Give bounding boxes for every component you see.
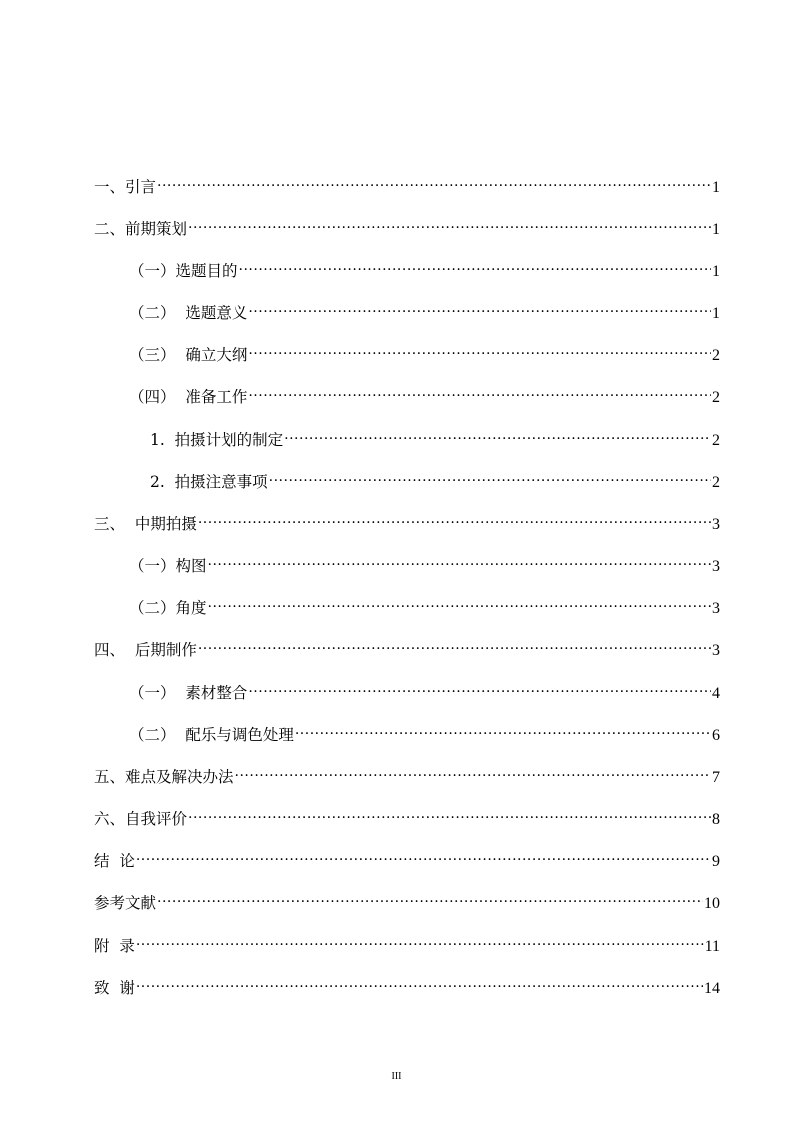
toc-entry[interactable] xyxy=(129,678,720,704)
toc-leader-dots xyxy=(269,467,711,487)
toc-entry-page: 2 xyxy=(712,389,720,406)
toc-entry-title: （一）构图 xyxy=(129,557,207,575)
toc-entry[interactable] xyxy=(129,382,720,408)
toc-leader-dots xyxy=(248,340,711,360)
toc-leader-dots xyxy=(136,973,703,993)
toc-entry-page: 10 xyxy=(704,895,720,912)
toc-entry-title: 2. 拍摄注意事项 xyxy=(150,473,268,491)
toc-entry-page: 1 xyxy=(712,221,720,238)
toc-entry-title: 附 录 xyxy=(94,937,135,955)
toc-leader-dots xyxy=(188,214,711,234)
toc-entry-title: （二） 选题意义 xyxy=(129,304,248,322)
toc-leader-dots xyxy=(248,678,711,698)
page-number-footer: III xyxy=(391,1071,402,1082)
toc-entry[interactable] xyxy=(150,467,720,493)
toc-leader-dots xyxy=(136,846,711,866)
toc-entry-page: 4 xyxy=(712,685,720,702)
toc-entry-page: 2 xyxy=(712,347,720,364)
toc-entry[interactable] xyxy=(150,425,720,451)
toc-entry[interactable] xyxy=(129,298,720,324)
toc-entry-title: （一）选题目的 xyxy=(129,262,238,280)
toc-leader-dots xyxy=(136,931,704,951)
toc-leader-dots xyxy=(157,172,711,192)
toc-entry-title: 参考文献 xyxy=(94,894,157,912)
toc-entry-title: （二） 配乐与调色处理 xyxy=(129,726,294,744)
toc-entry-page: 3 xyxy=(712,516,720,533)
toc-entry-title: 1. 拍摄计划的制定 xyxy=(150,431,284,449)
toc-leader-dots xyxy=(198,635,711,655)
toc-entry-title: 二、前期策划 xyxy=(94,220,188,238)
toc-entry-page: 1 xyxy=(712,305,720,322)
toc-entry-title: 三、 中期拍摄 xyxy=(94,515,197,533)
toc-entry-title: 致 谢 xyxy=(94,979,135,997)
toc-leader-dots xyxy=(295,720,711,740)
toc-entry-page: 3 xyxy=(712,600,720,617)
toc-entry-page: 3 xyxy=(712,558,720,575)
toc-entry-page: 2 xyxy=(712,474,720,491)
toc-entry-page: 11 xyxy=(704,938,720,955)
toc-leader-dots xyxy=(239,256,711,276)
toc-entry-page: 14 xyxy=(704,980,720,997)
toc-leader-dots xyxy=(248,382,711,402)
toc-entry-title: （二）角度 xyxy=(129,599,207,617)
toc-leader-dots xyxy=(208,593,711,613)
toc-entry-page: 9 xyxy=(712,853,720,870)
toc-entry[interactable] xyxy=(94,931,720,957)
toc-entry[interactable] xyxy=(129,551,720,577)
toc-entry[interactable] xyxy=(94,804,720,830)
toc-entry-title: （三） 确立大纲 xyxy=(129,346,248,364)
toc-leader-dots xyxy=(198,509,711,529)
toc-entry[interactable] xyxy=(94,214,720,240)
toc-entry[interactable] xyxy=(94,635,720,661)
toc-entry[interactable] xyxy=(94,973,720,999)
toc-entry-title: 结 论 xyxy=(94,852,135,870)
toc-entry[interactable] xyxy=(129,256,720,282)
toc-entry-page: 6 xyxy=(712,727,720,744)
toc-entry[interactable] xyxy=(94,762,720,788)
toc-entry-title: 一、引言 xyxy=(94,178,157,196)
toc-entry[interactable] xyxy=(94,172,720,198)
toc-entry-title: （一） 素材整合 xyxy=(129,684,248,702)
toc-entry-page: 2 xyxy=(712,432,720,449)
toc-leader-dots xyxy=(235,762,711,782)
toc-entry-title: 四、 后期制作 xyxy=(94,641,197,659)
toc-entry-page: 1 xyxy=(712,263,720,280)
toc-entry-title: 五、难点及解决办法 xyxy=(94,768,234,786)
toc-entry-page: 8 xyxy=(712,811,720,828)
toc-leader-dots xyxy=(208,551,711,571)
toc-entry[interactable] xyxy=(94,846,720,872)
toc-entry-page: 7 xyxy=(712,769,720,786)
toc-leader-dots xyxy=(188,804,711,824)
toc-entry[interactable] xyxy=(129,720,720,746)
toc-entry[interactable] xyxy=(94,509,720,535)
toc-entry[interactable] xyxy=(129,593,720,619)
toc-leader-dots xyxy=(284,425,711,445)
toc-leader-dots xyxy=(248,298,711,318)
toc-entry-title: 六、自我评价 xyxy=(94,810,188,828)
toc-entry[interactable] xyxy=(129,340,720,366)
toc-leader-dots xyxy=(157,888,703,908)
toc-entry[interactable] xyxy=(94,888,720,914)
toc-entry-page: 1 xyxy=(712,179,720,196)
toc-entry-title: （四） 准备工作 xyxy=(129,388,248,406)
toc-entry-page: 3 xyxy=(712,642,720,659)
